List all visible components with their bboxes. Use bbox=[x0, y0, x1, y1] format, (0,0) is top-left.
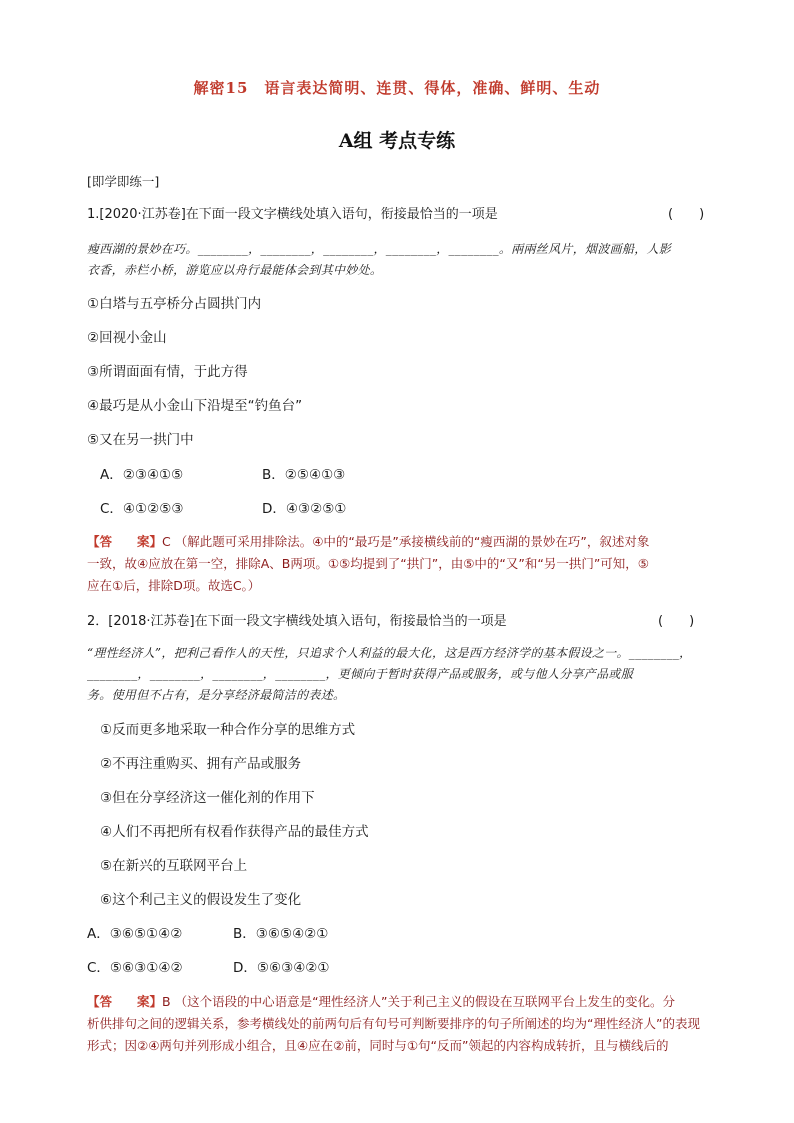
q2-choice-b: B．③⑥⑤④②① bbox=[233, 926, 329, 942]
q2-option: ②不再注重购买、拥有产品或服务 bbox=[100, 756, 302, 772]
q1-answer-line: 一致，故④应放在第一空，排除A、B两项。①⑤均提到了“拱门”，由⑤中的“又”和“另一拱门”可知，⑤ bbox=[87, 556, 650, 571]
q1-option: ④最巧是从小金山下沿堤至“钓鱼台” bbox=[87, 398, 303, 414]
q2-answer-line: 析供排句之间的逻辑关系，参考横线处的前两句后有句号可判断要排序的句子所阐述的均为“理性经济人”的表现 bbox=[87, 1016, 700, 1031]
q1-passage-line: 瘦西湖的景妙在巧。________，________，________，________，________。兩兩丝风片，烟波画船，人影 bbox=[87, 242, 672, 256]
q2-passage-line: ________，________，________，________，更倾向于暂时获得产品或服务，或与他人分享产品或服 bbox=[87, 667, 634, 681]
answer-label: 【答 案】 bbox=[87, 534, 163, 549]
q2-choice-d: D．⑤⑥③④②① bbox=[233, 960, 330, 976]
q2-option: ⑤在新兴的互联网平台上 bbox=[100, 858, 248, 874]
q1-choice-b: B．②⑤④①③ bbox=[262, 467, 346, 483]
q2-stem: 2．[2018·江苏卷]在下面一段文字横线处填入语句，衔接最恰当的一项是 bbox=[87, 614, 507, 629]
q2-choice-a: A．③⑥⑤①④② bbox=[87, 926, 183, 942]
section-label: [即学即练一] bbox=[87, 174, 160, 189]
q2-answer-line: 形式；因②④两句并列形成小组合，且④应在②前，同时与①句“反而”领起的内容构成转折，且与横线后的 bbox=[87, 1038, 669, 1053]
q1-option: ①白塔与五亭桥分占圆拱门内 bbox=[87, 296, 262, 312]
q1-answer-blank: ( ) bbox=[668, 207, 705, 222]
q1-answer-line: 应在①后，排除D项。故选C。） bbox=[87, 578, 261, 593]
group-title: A组 考点专练 bbox=[338, 130, 456, 152]
q2-passage-line: “理性经济人”，把利己看作人的天性，只追求个人利益的最大化，这是西方经济学的基本假设之一。________， bbox=[87, 646, 692, 660]
q1-answer bbox=[87, 532, 649, 550]
q2-option: ④人们不再把所有权看作获得产品的最佳方式 bbox=[100, 824, 369, 840]
q2-option: ③但在分享经济这一催化剂的作用下 bbox=[100, 790, 315, 806]
q1-answer-text: C （解此题可采用排除法。④中的“最巧是”承接横线前的“瘦西湖的景妙在巧”，叙述对象 bbox=[162, 534, 650, 549]
q1-option: ③所谓面面有情，于此方得 bbox=[87, 364, 248, 380]
q2-answer bbox=[87, 992, 675, 1010]
chapter-header: 解密15 语言表达简明、连贯、得体，准确、鲜明、生动 bbox=[193, 79, 601, 97]
q2-option: ⑥这个利己主义的假设发生了变化 bbox=[100, 892, 302, 908]
q1-stem: 1.[2020·江苏卷]在下面一段文字横线处填入语句，衔接最恰当的一项是 bbox=[87, 207, 498, 222]
q1-passage-line: 衣香，赤栏小桥，游览应以舟行最能体会到其中妙处。 bbox=[87, 263, 383, 277]
q1-option: ②回视小金山 bbox=[87, 330, 167, 346]
q1-choice-a: A．②③④①⑤ bbox=[100, 467, 184, 483]
q2-answer-blank: ( ) bbox=[658, 614, 695, 629]
q2-option: ①反而更多地采取一种合作分享的思维方式 bbox=[100, 722, 356, 738]
q2-answer-text: B （这个语段的中心语意是“理性经济人”关于利己主义的假设在互联网平台上发生的变化。分 bbox=[162, 994, 676, 1009]
q2-passage-line: 务。使用但不占有，是分享经济最简洁的表述。 bbox=[87, 688, 346, 702]
q1-choice-d: D．④③②⑤① bbox=[262, 501, 347, 517]
answer-label: 【答 案】 bbox=[87, 994, 163, 1009]
q1-option: ⑤又在另一拱门中 bbox=[87, 432, 194, 448]
q1-choice-c: C．④①②⑤③ bbox=[100, 501, 184, 517]
q2-choice-c: C．⑤⑥③①④② bbox=[87, 960, 183, 976]
